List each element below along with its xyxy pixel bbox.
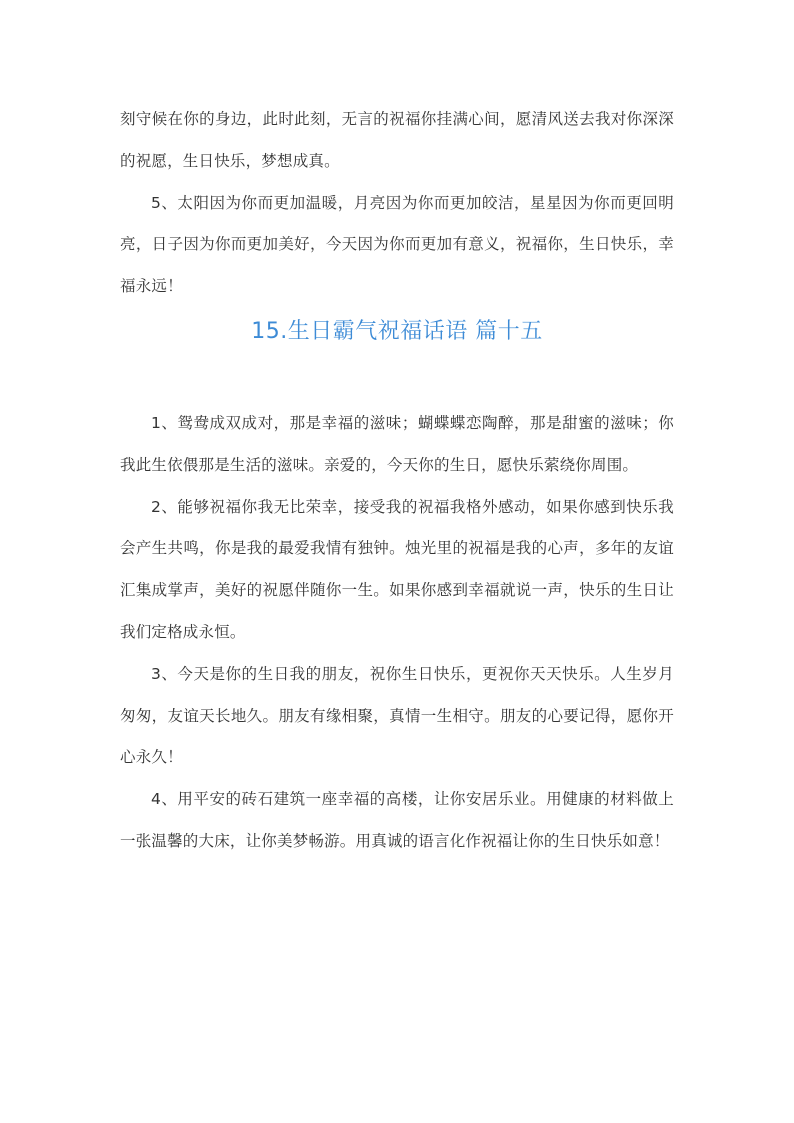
paragraph-item-2: 2、能够祝福你我无比荣幸，接受我的祝福我格外感动，如果你感到快乐我会产生共鸣，你是我的最爱我情有独钟。烛光里的祝福是我的心声，多年的友谊汇集成掌声，美好的祝愿伴随你一生。如果你感到幸福就说一声，快乐的生日让我们定格成永恒。: [120, 497, 674, 641]
section-spacer: [120, 370, 674, 403]
paragraph-item-5: 5、太阳因为你而更加温暖，月亮因为你而更加皎洁，星星因为你而更回明亮，日子因为你而更加美好，今天因为你而更加有意义，祝福你，生日快乐，幸福永远！: [120, 193, 674, 296]
document-body: [120, 99, 674, 863]
continued-paragraph: 刻守候在你的身边，此时此刻，无言的祝福你挂满心间，愿清风送去我对你深深的祝愿，生日快乐，梦想成真。: [120, 110, 674, 170]
paragraph-item-3: 3、今天是你的生日我的朋友，祝你生日快乐，更祝你天天快乐。人生岁月匆匆，友谊天长地久。朋友有缘相聚，真情一生相守。朋友的心要记得，愿你开心永久！: [120, 664, 674, 767]
paragraph-item-1: 1、鸳鸯成双成对，那是幸福的滋味；蝴蝶蝶恋陶醉，那是甜蜜的滋味；你我此生依偎那是生活的滋味。亲爱的，今天你的生日，愿快乐萦绕你周围。: [120, 413, 674, 474]
paragraph-item-4: 4、用平安的砖石建筑一座幸福的高楼，让你安居乐业。用健康的材料做上一张温馨的大床，让你美梦畅游。用真诚的语言化作祝福让你的生日快乐如意！: [120, 790, 674, 850]
section-heading: 15.生日霸气祝福话语 篇十五: [251, 318, 543, 344]
